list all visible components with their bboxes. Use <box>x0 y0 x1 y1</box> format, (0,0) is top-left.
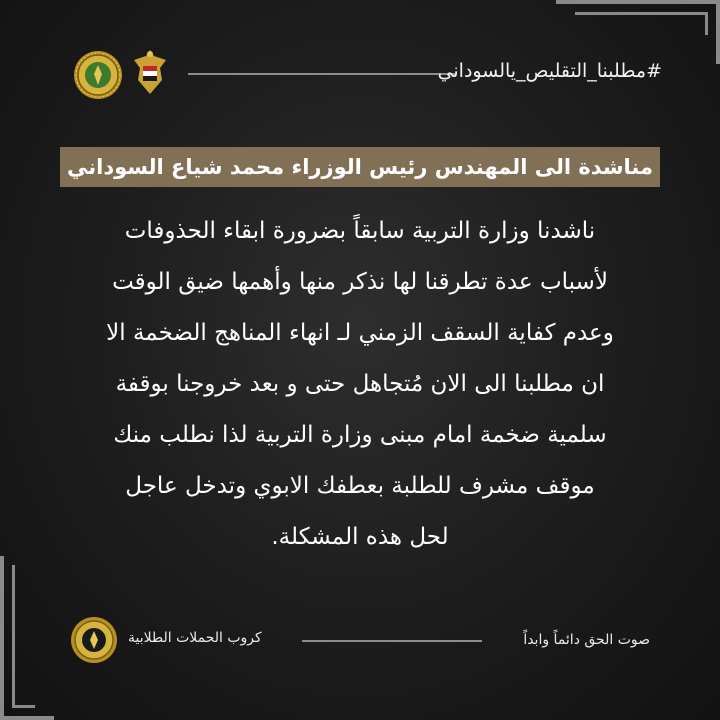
footer-divider <box>302 640 482 642</box>
gold-group-seal-icon <box>70 616 118 664</box>
header-divider <box>188 73 456 75</box>
body-line: وعدم كفاية السقف الزمني لـ انهاء المناهج الضخمة الا <box>106 320 614 346</box>
header <box>70 40 668 106</box>
body-line: موقف مشرف للطلبة بعطفك الابوي وتدخل عاجل <box>125 473 595 499</box>
group-name: كروب الحملات الطلابية <box>128 630 262 646</box>
body-line: سلمية ضخمة امام مبنى وزارة التربية لذا نطلب منك <box>113 422 607 448</box>
hashtag-text: #مطلبنا_التقليص_يالسوداني <box>437 60 662 82</box>
body-line: ان مطلبنا الى الان مُتجاهل حتى و بعد خروجنا بوقفة <box>115 371 605 397</box>
corner-frame-bottom-left-inner <box>12 565 35 708</box>
appeal-body <box>58 206 662 563</box>
body-line: لأسباب عدة تطرقنا لها نذكر منها وأهمها ضيق الوقت <box>112 269 608 295</box>
gold-ministry-seal-icon <box>73 50 123 100</box>
page-title: مناشدة الى المهندس رئيس الوزراء محمد شياع السوداني <box>60 147 660 187</box>
slogan: صوت الحق دائماً وابداً <box>523 632 650 648</box>
body-line: لحل هذه المشكلة. <box>271 524 449 550</box>
footer <box>70 614 650 664</box>
corner-frame-top-right-inner <box>575 12 708 35</box>
iraq-eagle-emblem-icon <box>132 46 168 98</box>
body-line: ناشدنا وزارة التربية سابقاً بضرورة ابقاء الحذوفات <box>124 218 596 244</box>
